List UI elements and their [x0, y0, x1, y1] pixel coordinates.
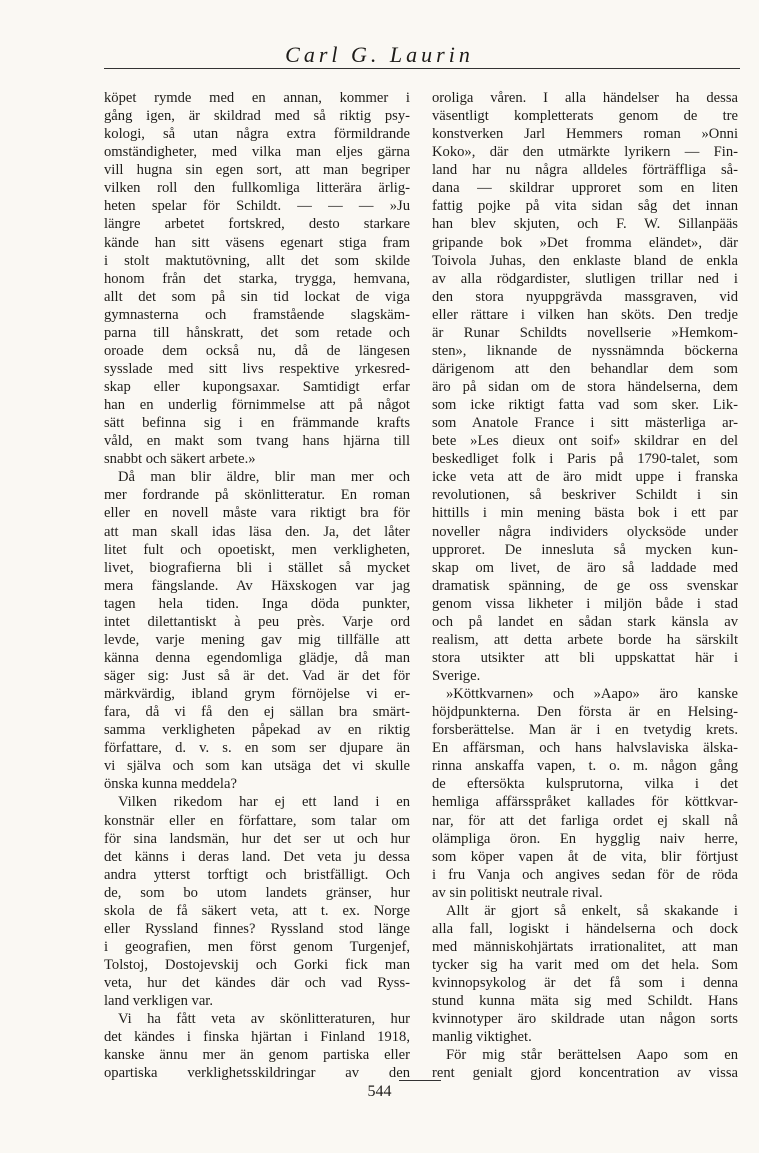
text-line: revolutionen, så beskriver Schildt i sin [432, 487, 738, 504]
text-line: Sverige. [432, 668, 481, 684]
text-line: Vilken rikedom har ej ett land i en [118, 794, 410, 811]
text-line: parna till hånskratt, det som retade och [104, 324, 410, 341]
text-line: samma verkligheten påpekad av en riktig [104, 722, 410, 739]
text-line: han en underlig förnimmelse att på något [104, 397, 410, 414]
text-line: noveller några individers olycksöde under [432, 523, 738, 540]
text-line: manlig viktighet. [432, 1029, 532, 1046]
text-line: kvinnopsykolog är det få som i denna [432, 975, 738, 992]
text-line: stund kunna mäta sig med Schildt. Hans [432, 993, 738, 1010]
text-line: icke veta att de äro midt uppe i franska [432, 469, 738, 486]
text-line: olämpliga öron. En hygglig naiv herre, [432, 830, 738, 847]
text-line: skap eller kupongsaxar. Samtidigt erfar [104, 379, 410, 395]
text-line: rent genialt gjord koncentration av vissa [432, 1065, 738, 1082]
text-line: som icke riktigt fatta vad som sker. Lik- [432, 397, 738, 414]
page-number: 544 [367, 1083, 392, 1100]
text-line: därigenom att den behandlar dem som [432, 360, 738, 377]
text-line: allt det som på sin tid lockat de viga [104, 288, 410, 305]
text-line: skap om livet, de äro så laddade med [432, 559, 738, 576]
text-line: upproret. De innesluta så mycken kun- [432, 541, 738, 558]
text-line: Då man blir äldre, blir man mer och [118, 469, 410, 486]
text-line: säger sig: Just så är det. Vad är det för [104, 668, 410, 684]
text-line: hemliga affärsspråket kallades för köttkvar- [432, 794, 738, 811]
text-line: av sin politiskt neutrale rival. [432, 884, 603, 901]
text-line: Koko», där den utmärkte lyrikern — Fin- [432, 144, 738, 161]
text-line: kände han sitt väsens egenart stiga fram [104, 234, 410, 251]
text-line: mera fängslande. Av Häxskogen var jag [104, 577, 410, 594]
right-column [432, 89, 738, 1082]
text-line: den stora nyuppgrävda massgraven, vid [432, 288, 738, 305]
text-line: äro på sidan om de stora händelserna, dem [432, 379, 738, 395]
text-line: alla fall, logiskt i händelserna och dock [432, 920, 738, 937]
text-line: i stolt maktutövning, allt det som skilde [104, 252, 410, 269]
text-line: forsberättelse. Man är i en tvetydig krets. [432, 722, 738, 739]
text-line: sysslade med sitt livs respektive yrkesred- [104, 360, 410, 377]
text-line: honom från det starka, trygga, hemvana, [104, 270, 410, 287]
header-rule [104, 68, 740, 69]
text-line: tagen hela tiden. Inga döda punkter, [104, 595, 410, 612]
text-line: Tolstoj, Dostojevskij och Gorki fick man [104, 957, 410, 973]
text-line: tycker sig ha varit med om det hela. Som [432, 957, 738, 973]
text-line: Allt är gjort så enkelt, så skakande i [446, 902, 738, 919]
text-line: författare, d. v. s. en som ser djupare än [104, 740, 410, 757]
text-line: konstverken Jarl Hemmers roman »Onni [432, 126, 738, 143]
text-line: land har nu några alldeles förträffliga så- [432, 162, 738, 179]
text-line: gymnasterna och framstående slagskäm- [104, 306, 410, 323]
text-line: önska kunna meddela? [104, 776, 237, 793]
text-line: och på landet en sådan stark känsla av [432, 613, 738, 630]
text-line: hittills i min mening bästa bok i ett par [432, 505, 738, 522]
text-line: »Köttkvarnen» och »Aapo» äro kanske [446, 686, 738, 703]
text-line: konstnär eller en författare, som talar om [104, 812, 410, 829]
text-line: i fru Vanja och angives sedan för de röda [432, 866, 738, 883]
text-line: levde, varje mening gav mig tillfälle att [104, 631, 410, 648]
text-line: veta, hur det kändes där och vad Ryss- [104, 975, 410, 992]
text-line: Toivola Juhas, den enklaste bland de enkla [432, 252, 738, 269]
footer-rule [399, 1080, 441, 1081]
text-line: att man skall idas läsa den. Ja, det låter [104, 523, 410, 540]
text-line: opartiska verklighetsskildringar av den [104, 1065, 410, 1082]
text-line: som Anatole France i sitt mästerliga ar- [432, 415, 738, 432]
text-line: köpet rymde med en annan, kommer i [104, 90, 410, 106]
text-line: med människohjärtats irrationalitet, att man [432, 938, 738, 955]
text-line: oroliga våren. I alla händelser ha dessa [432, 90, 738, 106]
text-line: det känns i deras land. Det veta ju dessa [104, 848, 410, 865]
running-head-title: Carl G. Laurin [285, 42, 474, 67]
text-line: eller Ryssland finnes? Ryssland stod länge [104, 920, 410, 937]
text-line: skola de få säkert veta, att t. ex. Norge [104, 902, 410, 919]
text-line: vilken roll den fullkomliga litterära ärlig- [104, 180, 410, 197]
text-line: snabbt och säkert arbete.» [104, 451, 256, 468]
text-line: känna denna egendomliga glädje, då man [104, 649, 410, 666]
text-line: För mig står berättelsen Aapo som en [446, 1047, 738, 1064]
text-line: eller rättare i vilken han sköts. Den tredje [432, 306, 738, 323]
text-line: vill hugna sin egen sort, att man begriper [104, 162, 410, 179]
left-column [104, 89, 410, 1082]
text-line: eller en novell måste vara riktigt bra för [104, 505, 410, 522]
text-line: dana — skildrar upproret som en liten [432, 180, 738, 197]
text-line: väsentligt kompletterats genom de tre [432, 108, 738, 125]
text-line: kanske ännu mer än genom partiska eller [104, 1047, 410, 1064]
text-line: land verkligen var. [104, 993, 214, 1010]
text-line: sten», liknande de nyssnämnda böckerna [432, 342, 738, 359]
text-line: gripande bok »Det fromma eländet», där [432, 234, 738, 251]
text-line: i geografien, men först genom Turgenjef, [104, 938, 410, 955]
text-line: genom vissa likheter i miljön både i stad [432, 595, 738, 612]
text-line: fattig pojke på vita sidan såg det innan [432, 198, 738, 215]
text-line: oroade dem också nu, då de längesen [104, 342, 410, 359]
text-line: våld, en makt som tvang hans hjärna till [104, 433, 410, 450]
text-line: omständigheter, med vilka man eljes gärna [104, 144, 410, 161]
text-line: kologi, så utan några extra förmildrande [104, 126, 410, 143]
text-line: En affärsman, och hans halvslaviska älska- [432, 740, 738, 757]
text-line: han blev skjuten, och F. W. Sillanpääs [432, 216, 738, 233]
text-line: stora utsikter att bli uppskattat här i [432, 649, 738, 666]
text-line: beskedliget folk i Paris på 1790-talet, som [432, 451, 738, 468]
text-line: de eftersökta kulsprutorna, vilka i det [432, 776, 738, 793]
text-line: bete »Les dieux ont soif» skildrar en del [432, 433, 738, 450]
text-line: nar, för att det farliga ordet ej skall nå [432, 812, 738, 829]
text-line: fara, då vi få den ej sällan bra smärt- [104, 704, 410, 721]
text-line: för sina landsmän, hur det ser ut och hur [104, 830, 410, 847]
text-line: det kändes i finska hjärtan i Finland 1918, [104, 1029, 410, 1046]
text-line: av alla rödgardister, slutligen trillar ned i [432, 270, 738, 287]
text-line: intet dilettantiskt à peu près. Varje ord [104, 613, 410, 630]
text-line: sätt befinna sig i en främmande krafts [104, 415, 410, 432]
text-line: gång igen, är skildrad med så riktig psy- [104, 108, 410, 125]
text-line: andra ytterst torftigt och bristfälligt. Och [104, 866, 410, 883]
text-line: rinna anskaffa vapen, t. o. m. någon gång [432, 758, 738, 775]
text-line: längre arbetet fortskred, desto starkare [104, 216, 410, 233]
text-line: heten spelar för Schildt. — — — »Ju [104, 198, 410, 215]
text-line: dramatisk spänning, de ge oss svenskar [432, 577, 738, 594]
text-line: Vi ha fått veta av skönlitteraturen, hur [118, 1011, 410, 1028]
text-line: är Runar Schildts novellserie »Hemkom- [432, 324, 738, 341]
text-line: livet, biografierna bli i stället så mycket [104, 559, 410, 576]
text-line: vi själva och som kan utsäga det vi skulle [104, 758, 410, 775]
text-line: märkvärdig, ibland grym förnöjelse vi er- [104, 686, 410, 703]
text-line: som köper vapen åt de vita, blir förtjust [432, 848, 738, 865]
text-line: kvinnotyper äro skildrade utan någon sorts [432, 1011, 738, 1028]
text-line: de, som bo utom landets gränser, hur [104, 884, 410, 901]
text-line: realism, att detta arbete borde ha särskilt [432, 631, 738, 648]
text-line: mer fordrande på skönlitteratur. En roman [104, 487, 410, 504]
text-line: litet fult och opoetiskt, men verkligheten, [104, 541, 410, 558]
text-line: höjdpunkterna. Den första är en Helsing- [432, 704, 738, 721]
